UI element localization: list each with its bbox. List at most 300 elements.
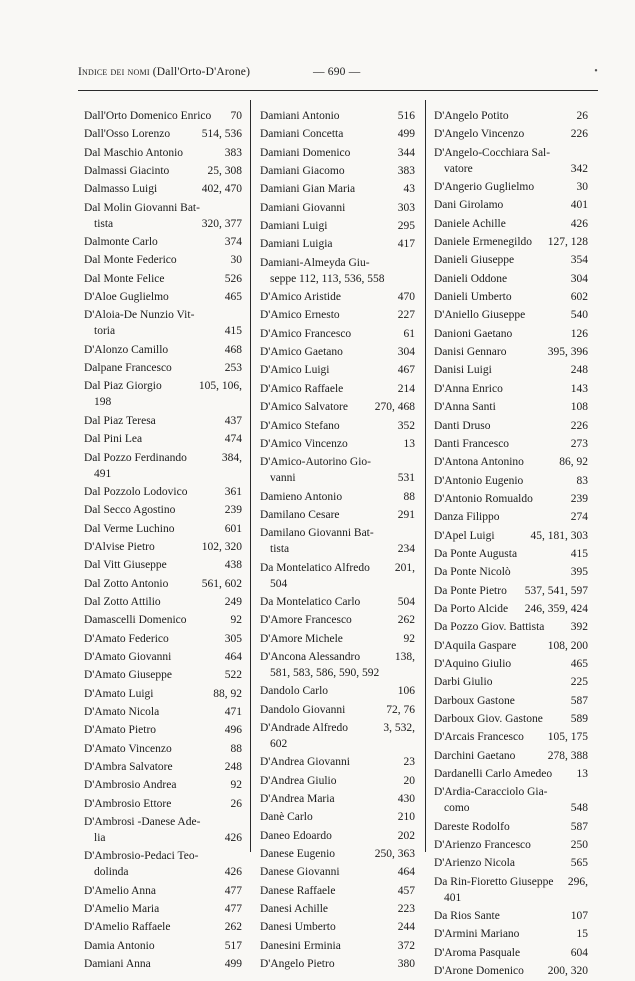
entry-pages: 274: [570, 511, 588, 524]
entry-line: [84, 612, 242, 628]
entry-name: D'Ambrosi -Danese Ade-: [84, 816, 201, 829]
entry-name: Daneo Edoardo: [260, 829, 332, 842]
entry-name: D'Aloe Guglielmo: [84, 291, 169, 304]
entry-line: [434, 307, 588, 323]
entry-pages: 45, 181, 303: [530, 529, 588, 542]
entry-line: [260, 307, 415, 323]
entry-line: [260, 956, 415, 972]
entry-line: [260, 418, 415, 434]
entry-line: [434, 491, 588, 507]
entry-name: Darchini Gaetano: [434, 749, 516, 762]
entry-name: D'Apel Luigi: [434, 529, 495, 542]
entry-pages: 88: [403, 490, 415, 503]
entry-line: [434, 271, 588, 287]
entry-pages: 304: [570, 272, 588, 285]
entry-line: [434, 454, 588, 470]
entry-pages: 589: [570, 713, 588, 725]
entry-continuation: [434, 161, 588, 177]
index-entry: [434, 711, 588, 727]
entry-line: [84, 594, 242, 610]
entry-name: D'Amico Vincenzo: [260, 437, 348, 450]
entry-line: [434, 874, 588, 890]
entry-name: D'Amico Gaetano: [260, 346, 343, 359]
entry-line: [434, 837, 588, 853]
entry-pages: 468: [224, 343, 242, 356]
entry-pages: 210: [397, 811, 415, 824]
entry-name: D'Angelo Vincenzo: [434, 128, 525, 141]
entry-line: [260, 163, 415, 179]
entry-line: [260, 938, 415, 954]
index-entry: [84, 594, 242, 610]
entry-pages: 138,: [394, 650, 415, 663]
index-entry: [260, 702, 415, 718]
header-title: [78, 66, 250, 78]
header-rule: [78, 90, 598, 91]
continuation-text: 491: [94, 467, 112, 480]
continuation-pages: 342: [570, 162, 588, 175]
index-entry: [84, 686, 242, 702]
entry-line: [260, 436, 415, 452]
index-entry: [84, 704, 242, 720]
entry-line: [434, 179, 588, 195]
entry-line: [84, 704, 242, 720]
entry-pages: 401: [570, 199, 588, 212]
entry-line: [260, 883, 415, 899]
index-entry: [434, 307, 588, 323]
entry-name: D'Andrade Alfredo: [260, 721, 348, 734]
entry-line: [84, 759, 242, 775]
entry-line: [84, 521, 242, 537]
entry-name: D'Amato Federico: [84, 632, 169, 645]
entry-continuation: [84, 394, 242, 410]
entry-name: Dal Piaz Teresa: [84, 414, 156, 427]
entry-pages: 92: [230, 779, 242, 792]
entry-line: [434, 693, 588, 709]
entry-pages: 143: [570, 382, 588, 395]
entry-name: Danese Raffaele: [260, 884, 336, 897]
index-entry: [434, 399, 588, 415]
index-entry: [434, 108, 588, 124]
entry-name: Dal Monte Felice: [84, 272, 165, 285]
entry-pages: 465: [224, 291, 242, 304]
entry-pages: 415: [570, 547, 588, 560]
index-entry: [434, 381, 588, 397]
index-entry: [260, 489, 415, 505]
entry-pages: 223: [397, 903, 415, 916]
entry-pages: 3, 532,: [383, 721, 415, 734]
index-entry: [260, 864, 415, 880]
entry-pages: 380: [397, 958, 415, 971]
index-entry: [84, 521, 242, 537]
index-entry: [434, 289, 588, 305]
index-entry: [84, 450, 242, 482]
entry-name: Danè Carlo: [260, 811, 313, 824]
entry-pages: 15: [576, 928, 588, 941]
index-entry: [434, 729, 588, 745]
index-entry: [434, 837, 588, 853]
entry-pages: 540: [570, 309, 588, 322]
index-entry: [84, 649, 242, 665]
entry-line: [84, 557, 242, 573]
entry-line: [434, 963, 588, 979]
entry-name: Dall'Orto Domenico Enrico: [84, 110, 212, 122]
entry-line: [84, 126, 242, 142]
index-entry: [434, 564, 588, 580]
continuation-text: tista: [94, 217, 114, 230]
entry-name: Dal Zotto Antonio: [84, 577, 169, 590]
entry-pages: 226: [570, 419, 588, 432]
entry-name: D'Angerio Guglielmo: [434, 181, 535, 194]
entry-pages: 30: [230, 254, 242, 267]
entry-line: [260, 754, 415, 770]
entry-name: Dalpane Francesco: [84, 362, 172, 375]
entry-line: [260, 919, 415, 935]
entry-continuation: [260, 665, 415, 681]
header-title-range: (Dall'Orto-D'Arone): [152, 66, 251, 78]
index-entry: [84, 108, 242, 124]
entry-name: D'Antona Antonino: [434, 456, 524, 469]
index-entry: [260, 507, 415, 523]
index-entry: [260, 828, 415, 844]
entry-line: [434, 619, 588, 635]
entry-line: [84, 814, 242, 830]
entry-line: [260, 773, 415, 789]
entry-line: [84, 777, 242, 793]
entry-name: D'Amore Francesco: [260, 614, 352, 627]
continuation-text: vatore: [444, 162, 473, 175]
entry-name: Danesini Erminia: [260, 939, 341, 952]
entry-name: D'Amore Michele: [260, 632, 343, 645]
entry-pages: 504: [397, 595, 415, 608]
entry-name: Damiani Luigi: [260, 220, 328, 233]
entry-name: Damiani Concetta: [260, 128, 344, 141]
entry-pages: 262: [224, 921, 242, 934]
index-entry: [434, 126, 588, 142]
entry-name: D'Aloia-De Nunzio Vit-: [84, 309, 195, 322]
continuation-pages: 426: [224, 866, 242, 879]
entry-pages: 305: [224, 632, 242, 645]
index-entry: [260, 454, 415, 486]
entry-name: D'Antonio Eugenio: [434, 474, 524, 487]
continuation-text: dolinda: [94, 866, 129, 879]
entry-pages: 92: [230, 614, 242, 627]
entry-line: [434, 399, 588, 415]
entry-line: [260, 846, 415, 862]
entry-name: Damiani Giacomo: [260, 165, 345, 178]
entry-line: [260, 507, 415, 523]
entry-pages: 13: [576, 768, 588, 781]
index-entry: [434, 473, 588, 489]
entry-line: [434, 473, 588, 489]
entry-pages: 106: [397, 685, 415, 698]
entry-name: Danese Eugenio: [260, 848, 336, 861]
index-entry: [434, 454, 588, 470]
entry-line: [434, 855, 588, 871]
index-entry: [260, 631, 415, 647]
index-entry: [260, 418, 415, 434]
index-entry: [434, 436, 588, 452]
index-entry: [260, 436, 415, 452]
entry-pages: 430: [397, 793, 415, 805]
index-entry: [434, 509, 588, 525]
entry-pages: 20: [403, 774, 415, 787]
entry-pages: 526: [224, 272, 242, 285]
entry-name: D'Aroma Pasquale: [434, 946, 521, 959]
entry-name: Danese Giovanni: [260, 866, 340, 879]
entry-line: [84, 938, 242, 954]
entry-line: [434, 234, 588, 250]
index-entry: [434, 748, 588, 764]
entry-line: [260, 326, 415, 342]
entry-name: Da Ponte Pietro: [434, 584, 507, 597]
entry-name: Dalmonte Carlo: [84, 236, 158, 249]
column-divider-2: [425, 100, 426, 852]
entry-pages: 246, 359, 424: [524, 602, 588, 615]
entry-name: D'Amato Vincenzo: [84, 742, 172, 755]
entry-name: Dalmassi Giacinto: [84, 165, 170, 178]
entry-line: [260, 864, 415, 880]
index-entry: [434, 326, 588, 342]
entry-name: D'Amico Aristide: [260, 291, 341, 304]
entry-name: Dal Vitt Giuseppe: [84, 559, 167, 572]
index-entry: [260, 108, 415, 124]
entry-name: D'Arcais Francesco: [434, 731, 524, 744]
index-entry: [84, 163, 242, 179]
entry-pages: 470: [397, 291, 415, 304]
continuation-text: 401: [444, 891, 462, 904]
entry-name: Damiani-Almeyda Giu-: [260, 256, 370, 269]
entry-name: Da Ponte Nicolò: [434, 566, 511, 579]
entry-line: [260, 525, 415, 541]
entry-pages: 514, 536: [201, 128, 242, 141]
entry-name: Da Montelatico Carlo: [260, 595, 361, 608]
index-entry: [434, 491, 588, 507]
entry-pages: 392: [570, 621, 588, 634]
index-entry: [260, 289, 415, 305]
entry-continuation: [260, 576, 415, 592]
index-entry: [84, 252, 242, 268]
index-entry: [260, 612, 415, 628]
entry-line: [84, 576, 242, 592]
index-entry: [260, 791, 415, 807]
index-entry: [434, 145, 588, 177]
entry-line: [84, 484, 242, 500]
index-entry: [84, 181, 242, 197]
index-entry: [84, 484, 242, 500]
header-title-prefix: Indice dei nomi: [78, 66, 150, 78]
index-entry: [260, 163, 415, 179]
index-column-1: [84, 108, 242, 974]
entry-continuation: [260, 736, 415, 752]
entry-pages: 395, 396: [547, 346, 588, 359]
entry-pages: 361: [224, 485, 242, 498]
entry-pages: 86, 92: [559, 456, 588, 469]
entry-pages: 354: [570, 254, 588, 267]
entry-continuation: [260, 541, 415, 557]
entry-line: [260, 649, 415, 665]
entry-name: D'Amico Francesco: [260, 327, 352, 340]
entry-pages: 383: [397, 165, 415, 178]
header-mark: •: [594, 66, 598, 77]
entry-name: Daniele Achille: [434, 217, 506, 230]
index-entry: [260, 344, 415, 360]
entry-line: [260, 560, 415, 576]
entry-line: [434, 326, 588, 342]
entry-line: [260, 218, 415, 234]
entry-name: Da Ponte Augusta: [434, 547, 518, 560]
entry-name: D'Amato Nicola: [84, 705, 160, 718]
entry-line: [260, 108, 415, 124]
entry-name: Dandolo Carlo: [260, 685, 329, 698]
entry-name: Dareste Rodolfo: [434, 820, 510, 833]
column-divider-1: [250, 100, 251, 852]
entry-line: [84, 883, 242, 899]
entry-pages: 291: [397, 508, 415, 521]
index-entry: [434, 344, 588, 360]
entry-pages: 239: [224, 504, 242, 517]
entry-line: [260, 489, 415, 505]
entry-pages: 604: [570, 946, 588, 959]
index-entry: [434, 601, 588, 617]
entry-line: [434, 362, 588, 378]
entry-name: Damia Antonio: [84, 939, 155, 952]
entry-pages: 537, 541, 597: [524, 584, 588, 597]
entry-pages: 587: [570, 694, 588, 707]
entry-line: [84, 252, 242, 268]
entry-name: D'Armini Mariano: [434, 928, 520, 941]
entry-pages: 602: [570, 291, 588, 304]
index-entry: [434, 234, 588, 250]
index-entry: [84, 360, 242, 376]
entry-name: Da Porto Alcide: [434, 602, 509, 615]
entry-line: [84, 431, 242, 447]
entry-name: Damiani Antonio: [260, 110, 340, 122]
index-entry: [260, 754, 415, 770]
entry-pages: 395: [570, 566, 588, 579]
entry-name: D'Amelio Raffaele: [84, 921, 171, 934]
entry-name: D'Amelio Anna: [84, 884, 157, 897]
entry-pages: 88: [230, 742, 242, 755]
entry-pages: 244: [397, 921, 415, 934]
entry-name: Damieno Antonio: [260, 490, 343, 503]
entry-line: [84, 181, 242, 197]
index-entry: [434, 784, 588, 816]
entry-line: [434, 564, 588, 580]
entry-name: D'Arienzo Nicola: [434, 857, 515, 870]
entry-line: [260, 126, 415, 142]
continuation-text: toria: [94, 325, 116, 338]
entry-name: Da Rios Sante: [434, 910, 500, 923]
entry-pages: 499: [224, 958, 242, 971]
index-entry: [434, 418, 588, 434]
index-entry: [84, 741, 242, 757]
entry-name: Dal Zotto Attilio: [84, 595, 161, 608]
index-entry: [84, 631, 242, 647]
entry-pages: 496: [224, 724, 242, 737]
index-entry: [84, 848, 242, 880]
entry-line: [260, 181, 415, 197]
entry-name: D'Amico Luigi: [260, 364, 330, 377]
index-entry: [260, 525, 415, 557]
entry-name: D'Angelo-Cocchiara Sal-: [434, 146, 551, 159]
entry-line: [260, 828, 415, 844]
entry-name: Darboux Giov. Gastone: [434, 713, 543, 725]
entry-line: [260, 454, 415, 470]
index-entry: [434, 528, 588, 544]
entry-continuation: [84, 323, 242, 339]
entry-name: Damilano Giovanni Bat-: [260, 527, 374, 540]
entry-pages: 88, 92: [213, 687, 242, 700]
index-entry: [434, 216, 588, 232]
entry-pages: 26: [576, 110, 588, 122]
entry-name: Da Rin-Fioretto Giuseppe: [434, 875, 554, 888]
entry-pages: 426: [570, 217, 588, 230]
entry-name: D'Amico Ernesto: [260, 309, 340, 322]
entry-pages: 227: [397, 309, 415, 322]
index-entry: [84, 200, 242, 232]
index-entry: [434, 252, 588, 268]
continuation-pages: 234: [397, 543, 415, 556]
index-column-2: [260, 108, 415, 974]
entry-name: Dardanelli Carlo Amedeo: [434, 768, 553, 781]
entry-line: [84, 200, 242, 216]
entry-name: D'Aquila Gaspare: [434, 639, 517, 652]
entry-name: D'Amato Giovanni: [84, 650, 172, 663]
index-entry: [84, 777, 242, 793]
entry-line: [260, 702, 415, 718]
index-entry: [434, 583, 588, 599]
entry-continuation: [84, 216, 242, 232]
entry-pages: 464: [224, 650, 242, 663]
entry-continuation: [84, 466, 242, 482]
continuation-pages: 531: [397, 472, 415, 485]
entry-name: Daniele Ermenegildo: [434, 236, 533, 249]
entry-name: D'Amico Salvatore: [260, 401, 348, 414]
entry-pages: 83: [576, 474, 588, 487]
entry-line: [434, 546, 588, 562]
entry-line: [260, 791, 415, 807]
entry-name: D'Andrea Giulio: [260, 774, 337, 787]
entry-name: Dal Monte Federico: [84, 254, 177, 267]
entry-continuation: [260, 470, 415, 486]
index-entry: [260, 883, 415, 899]
index-entry: [434, 874, 588, 906]
entry-line: [434, 638, 588, 654]
running-header: [78, 66, 598, 84]
index-entry: [260, 649, 415, 681]
continuation-text: tista: [270, 543, 290, 556]
entry-name: D'Ambrosio Ettore: [84, 797, 172, 810]
entry-pages: 278, 388: [547, 749, 588, 762]
entry-line: [434, 784, 588, 800]
entry-pages: 464: [397, 866, 415, 879]
index-entry: [84, 919, 242, 935]
entry-name: D'Alvise Pietro: [84, 540, 155, 553]
entry-name: Damiani Giovanni: [260, 201, 346, 214]
entry-name: Damascelli Domenico: [84, 614, 187, 627]
index-entry: [260, 683, 415, 699]
continuation-text: vanni: [270, 472, 296, 485]
index-entry: [434, 945, 588, 961]
entry-pages: 499: [397, 128, 415, 141]
entry-name: Danisi Gennaro: [434, 346, 507, 359]
entry-pages: 561, 602: [201, 577, 242, 590]
entry-pages: 200, 320: [547, 965, 588, 978]
entry-continuation: [84, 864, 242, 880]
entry-name: Danieli Giuseppe: [434, 254, 515, 267]
entry-name: Danti Francesco: [434, 437, 510, 450]
entry-line: [84, 796, 242, 812]
